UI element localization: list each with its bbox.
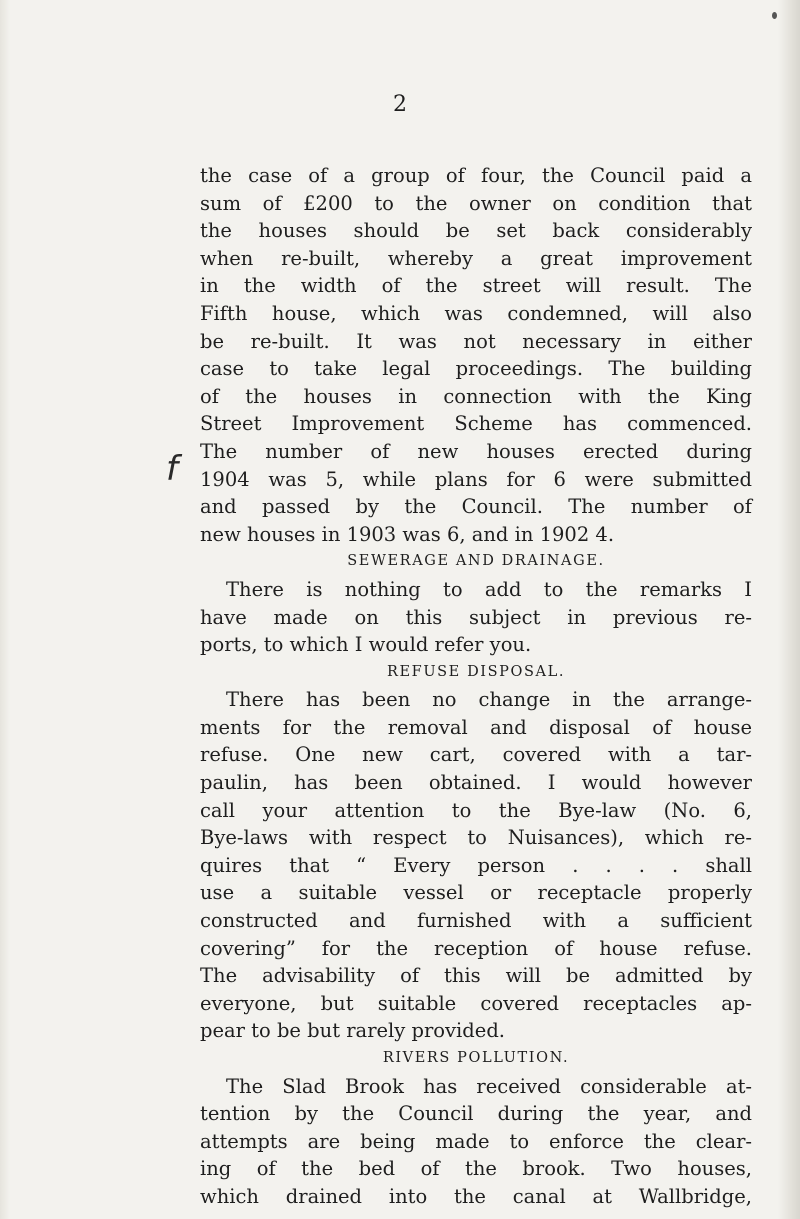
text-line: tention by the Council during the year, and (200, 1102, 752, 1126)
text-line: quires that “ Every person . . . . shall (200, 853, 752, 877)
text-line: pear to be but rarely provided. (200, 1019, 506, 1043)
text-line: have made on this subject in previous re- (200, 605, 752, 629)
text-line: Fifth house, which was condemned, will also (200, 301, 752, 325)
text-line: ports, to which I would refer you. (200, 633, 532, 657)
text-line: in the width of the street will result. The (200, 274, 752, 298)
page-left-edge (0, 0, 10, 1219)
text-line: Bye-laws with respect to Nuisances), which re- (200, 826, 752, 850)
ink-spot (772, 12, 777, 19)
opening-paragraph (200, 162, 752, 548)
text-line: of the houses in connection with the King (200, 384, 752, 408)
text-line: the houses should be set back considerably (200, 219, 752, 243)
text-line: refuse. One new cart, covered with a tar- (200, 743, 752, 767)
section-heading: REFUSE DISPOSAL. (386, 663, 566, 680)
text-line: the case of a group of four, the Council paid a (200, 164, 752, 187)
text-line: The advisability of this will be admitted by (200, 964, 752, 988)
text-line: new houses in 1903 was 6, and in 1902 4. (200, 522, 615, 546)
text-line: 1904 was 5, while plans for 6 were submitted (200, 467, 752, 491)
text-line: call your attention to the Bye-law (No. 6, (200, 798, 752, 822)
text-line: covering” for the reception of house refuse. (200, 936, 752, 960)
text-line: ing of the bed of the brook. Two houses, (200, 1157, 752, 1181)
text-line: The Slad Brook has received considerable at- (226, 1074, 752, 1098)
text-line: constructed and furnished with a sufficient (200, 909, 752, 933)
section-sewerage (200, 548, 752, 658)
text-line: which drained into the canal at Wallbridge, (200, 1184, 752, 1208)
text-column (200, 162, 752, 1211)
text-line: be re-built. It was not necessary in either (200, 329, 752, 353)
page-number: 2 (393, 92, 407, 117)
text-line: There has been no change in the arrange- (226, 688, 752, 712)
section-heading: SEWERAGE AND DRAINAGE. (347, 553, 605, 570)
text-line: everyone, but suitable covered receptacles ap- (200, 991, 752, 1015)
text-line: and passed by the Council. The number of (200, 495, 752, 519)
text-line: paulin, has been obtained. I would however (200, 771, 752, 795)
margin-annotation: f (166, 449, 178, 489)
section-heading: RIVERS POLLUTION. (382, 1050, 570, 1066)
text-line: Street Improvement Scheme has commenced. (200, 412, 752, 436)
text-line: when re-built, whereby a great improvement (200, 246, 752, 270)
text-line: ments for the removal and disposal of house (200, 715, 752, 739)
text-line: attempts are being made to enforce the clear- (200, 1129, 752, 1153)
text-line: sum of £200 to the owner on condition that (200, 191, 752, 215)
text-line: use a suitable vessel or receptacle properly (200, 881, 752, 905)
text-line: case to take legal proceedings. The building (200, 357, 752, 381)
section-refuse (200, 659, 752, 1045)
page-right-edge (778, 0, 800, 1219)
text-line: There is nothing to add to the remarks I (226, 577, 752, 601)
text-line: The number of new houses erected during (200, 439, 752, 463)
section-rivers (200, 1045, 752, 1211)
